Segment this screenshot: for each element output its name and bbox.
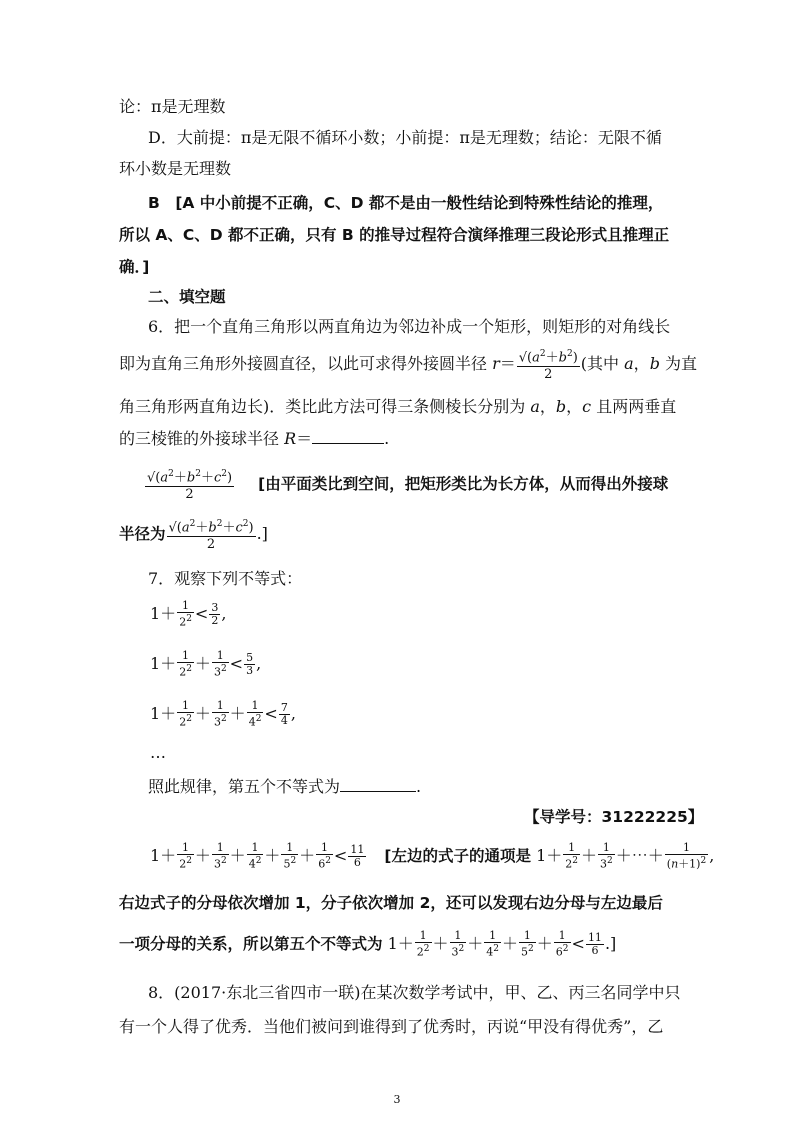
question-6-line-4: 的三棱锥的外接球半径 R＝ . bbox=[119, 429, 390, 448]
question-7-prompt: 照此规律，第五个不等式为 . bbox=[148, 777, 422, 796]
question-8-line-1: 8．(2017·东北三省四市一联)在某次数学考试中，甲、乙、丙三名同学中只 bbox=[148, 983, 681, 1002]
answer-7-line-2: 右边式子的分母依次增加 1，分子依次增加 2，还可以发现右边分母与左边最后 bbox=[119, 894, 663, 912]
inequality-2: 1＋ $\frac{1}{2^2}$ ＋ $\frac{1}{3^2}$ < $\frac{5}{3}$ , bbox=[150, 649, 262, 679]
question-6-line-1: 6．把一个直角三角形以两直角边为邻边补成一个矩形，则矩形的对角线长 bbox=[148, 317, 671, 336]
answer-6-line-2: 半径为 $\frac{√(a^2+b^2+c^2)}{2}$ .] bbox=[119, 516, 268, 553]
text-line: 环小数是无理数 bbox=[119, 159, 232, 178]
answer-5-line-1: B [A 中小前提不正确，C、D 都不是由一般性结论到特殊性结论的推理， bbox=[148, 194, 664, 212]
inequality-1: 1＋ $\frac{1}{2^2}$ < $\frac{3}{2}$ , bbox=[150, 599, 227, 629]
answer-5-line-2: 所以 A、C、D 都不正确，只有 B 的推导过程符合演绎推理三段论形式且推理正 bbox=[119, 226, 670, 244]
answer-5-line-3: 确．] bbox=[119, 258, 150, 276]
answer-blank bbox=[312, 429, 384, 444]
page-number: 3 bbox=[393, 1093, 401, 1106]
section-heading: 二、填空题 bbox=[148, 288, 226, 306]
ellipsis: … bbox=[150, 743, 166, 762]
answer-blank bbox=[340, 777, 416, 792]
text-line: 论：π是无理数 bbox=[119, 97, 226, 116]
answer-7-line-3: 一项分母的关系，所以第五个不等式为 1＋ $\frac{1}{2^2}$ ＋ $\frac{1}{3^2}$ ＋ $\frac{1}{4^2}$ ＋ $\frac{1}{5^2}$ ＋ $\frac{1}{6^2}$ < $\frac{11}{6}$ .] bbox=[119, 929, 617, 959]
question-6-line-3: 角三角形两直角边长)．类比此方法可得三条侧棱长分别为 a，b，c 且两两垂直 bbox=[119, 397, 677, 416]
question-6-line-2: 即为直角三角形外接圆直径，以此可求得外接圆半径 r＝ $\frac{√(a^2+b^2)}{2}$ (其中 a，b 为直 bbox=[119, 346, 697, 383]
question-8-line-2: 有一个人得了优秀．当他们被问到谁得到了优秀时，丙说“甲没有得优秀”，乙 bbox=[119, 1017, 664, 1036]
option-d-line: D．大前提：π是无限不循环小数；小前提：π是无理数；结论：无限不循 bbox=[148, 128, 662, 147]
inequality-3: 1＋ $\frac{1}{2^2}$ ＋ $\frac{1}{3^2}$ ＋ $\frac{1}{4^2}$ < $\frac{7}{4}$ , bbox=[150, 699, 296, 729]
answer-7-line-1: 1＋ $\frac{1}{2^2}$ ＋ $\frac{1}{3^2}$ ＋ $\frac{1}{4^2}$ ＋ $\frac{1}{5^2}$ ＋ $\frac{1}{6^2}$ < $\frac{11}{6}$ [左边的式子的通项是 1＋ $\frac{1}{2^2}$ ＋ $\frac{1}{3^2}$ ＋⋯＋ $\frac{1}{(n+1)^2}$ , bbox=[150, 841, 715, 871]
answer-6-line-1: $\frac{√(a^2+b^2+c^2)}{2}$ [由平面类比到空间，把矩形类比为长方体，从而得出外接球 bbox=[144, 466, 668, 503]
guide-number: 【导学号：31222225】 bbox=[524, 808, 704, 826]
question-7-line: 7．观察下列不等式： bbox=[148, 569, 303, 588]
